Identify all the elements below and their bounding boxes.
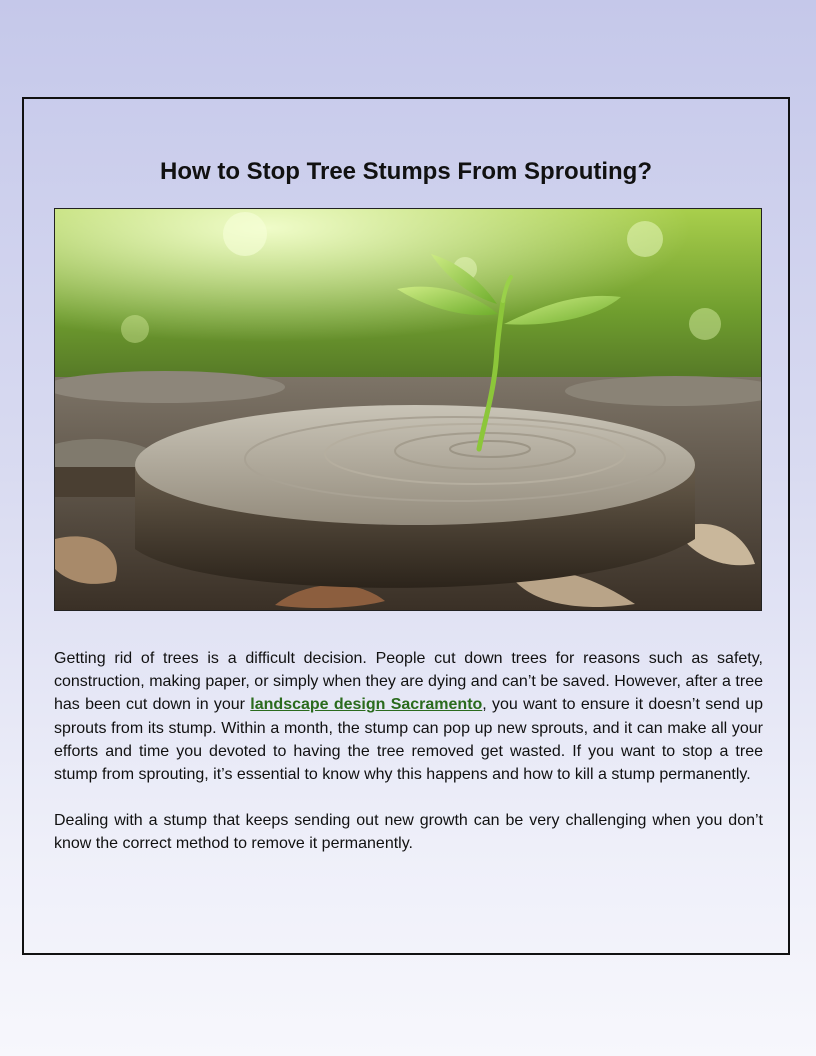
paragraph-second: Dealing with a stump that keeps sending out new growth can be very challenging when you don’t know the correct method to remove it permanently. — [54, 812, 763, 853]
landscape-design-link[interactable]: landscape design Sacramento — [250, 696, 483, 714]
paragraph-intro-text-before: Getting rid of trees is a difficult decision. People cut down trees for reasons such as safety, construction, making paper, or simply when they are dying and can’t be saved. However, after a tree has been cut down in your — [54, 650, 763, 714]
paragraph-intro — [54, 647, 763, 786]
sprout-on-stump-illustration — [55, 209, 761, 610]
content-frame — [22, 97, 790, 955]
page-title: How to Stop Tree Stumps From Sprouting? — [160, 158, 652, 185]
hero-image — [54, 208, 762, 611]
article-body — [54, 647, 763, 879]
paragraph-intro-text-after: , you want to ensure it doesn’t send up sprouts from its stump. Within a month, the stump can pop up new sprouts, and it can make all your efforts and time you devoted to having the tree removed get wasted. If you want to stop a tree stump from sprouting, it’s essential to know why this happens and how to kill a stump permanently. — [54, 696, 763, 784]
